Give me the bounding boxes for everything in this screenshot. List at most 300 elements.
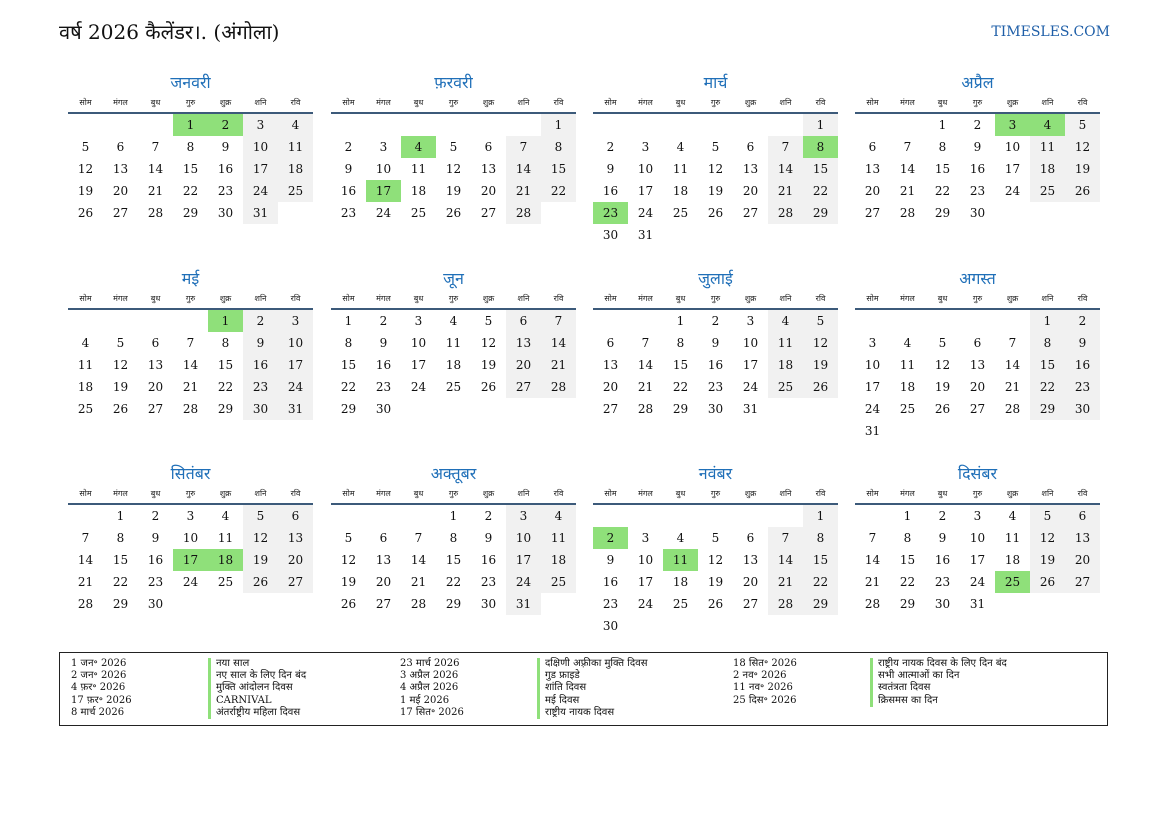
- month-name: अगस्त: [959, 269, 996, 288]
- day-cell: 26: [340, 597, 357, 611]
- day-cell: 20: [278, 549, 313, 571]
- month-name: अप्रैल: [961, 73, 994, 92]
- day-cell: 24: [375, 206, 392, 220]
- legend-name-column: [870, 658, 1007, 707]
- day-cell: 9: [711, 336, 720, 350]
- day-cell: 6: [484, 140, 493, 154]
- day-cell: 21: [1004, 380, 1021, 394]
- weekday-label: रवि: [1077, 294, 1088, 303]
- day-cell: 17: [1004, 162, 1021, 176]
- day-cell: 14: [506, 158, 541, 180]
- day-cell: 11: [77, 358, 94, 372]
- day-cell: 27: [742, 597, 759, 611]
- weekday-header: [593, 94, 838, 114]
- day-cell: 31: [864, 424, 881, 438]
- weekday-label: गुरु: [448, 489, 459, 498]
- legend-holiday-name: नया साल: [216, 658, 250, 669]
- day-cell: 17: [243, 158, 278, 180]
- weekday-header: [855, 94, 1100, 114]
- weekday-label: मंगल: [638, 294, 653, 303]
- day-cell: 6: [868, 140, 877, 154]
- day-cell: 9: [973, 140, 982, 154]
- empty-cell: [890, 114, 925, 136]
- day-cell: 22: [934, 184, 951, 198]
- day-cell: 12: [803, 332, 838, 354]
- day-cell: 11: [768, 332, 803, 354]
- holiday-day-cell: 11: [663, 549, 698, 571]
- legend-holiday-name: दक्षिणी अफ़्रीका मुक्ति दिवस: [545, 658, 648, 669]
- day-cell: 28: [147, 206, 164, 220]
- day-cell: 25: [768, 376, 803, 398]
- weekday-label: शुक्र: [219, 98, 232, 107]
- day-cell: 3: [868, 336, 877, 350]
- weekday-label: गुरु: [972, 294, 983, 303]
- day-cell: 13: [112, 162, 129, 176]
- day-cell: 15: [182, 162, 199, 176]
- holiday-day-cell: 18: [208, 549, 243, 571]
- day-cell: 11: [217, 531, 234, 545]
- empty-cell: [855, 310, 890, 332]
- weekday-label: रवि: [1077, 489, 1088, 498]
- empty-cell: [925, 310, 960, 332]
- legend-holiday-name: शांति दिवस: [545, 682, 587, 694]
- day-cell: 21: [182, 380, 199, 394]
- legend-holiday-name: मुक्ति आंदोलन दिवस: [216, 682, 293, 694]
- day-cell: 13: [969, 358, 986, 372]
- day-cell: 8: [938, 140, 947, 154]
- day-cell: 9: [344, 162, 353, 176]
- day-cell: 3: [506, 505, 541, 527]
- day-cell: 13: [480, 162, 497, 176]
- day-cell: 9: [243, 332, 278, 354]
- day-cell: 14: [864, 553, 881, 567]
- weekday-label: शनि: [779, 294, 792, 303]
- weekday-label: रवि: [1077, 98, 1088, 107]
- weekday-label: गुरु: [185, 489, 196, 498]
- day-cell: 14: [182, 358, 199, 372]
- day-cell: 22: [182, 184, 199, 198]
- empty-cell: [471, 114, 506, 136]
- day-cell: 14: [77, 553, 94, 567]
- empty-cell: [733, 505, 768, 527]
- day-cell: 19: [707, 575, 724, 589]
- day-cell: 8: [903, 531, 912, 545]
- day-cell: 2: [606, 140, 615, 154]
- day-cell: 20: [602, 380, 619, 394]
- day-cell: 1: [903, 509, 912, 523]
- day-cell: 27: [969, 402, 986, 416]
- day-cell: 27: [1065, 571, 1100, 593]
- day-cell: 27: [480, 206, 497, 220]
- legend-date: 18 सित॰ 2026: [733, 658, 797, 669]
- day-cell: 18: [410, 184, 427, 198]
- day-cell: 3: [746, 314, 755, 328]
- day-cell: 9: [379, 336, 388, 350]
- weekday-label: मंगल: [113, 294, 128, 303]
- day-cell: 29: [445, 597, 462, 611]
- day-cell: 13: [742, 553, 759, 567]
- day-cell: 16: [217, 162, 234, 176]
- empty-cell: [331, 505, 366, 527]
- weekday-label: बुध: [675, 294, 686, 303]
- holiday-day-cell: 25: [995, 571, 1030, 593]
- weekday-label: मंगल: [638, 98, 653, 107]
- empty-cell: [593, 505, 628, 527]
- day-cell: 12: [340, 553, 357, 567]
- legend-date-column: [733, 658, 868, 707]
- day-cell: 26: [77, 206, 94, 220]
- day-cell: 11: [445, 336, 462, 350]
- weekday-label: शुक्र: [744, 98, 757, 107]
- legend-holiday-name: नए साल के लिए दिन बंद: [216, 670, 307, 682]
- day-cell: 5: [711, 531, 720, 545]
- day-cell: 10: [182, 531, 199, 545]
- day-cell: 8: [449, 531, 458, 545]
- weekday-label: गुरु: [185, 294, 196, 303]
- day-cell: 11: [541, 527, 576, 549]
- month-name: जुलाई: [698, 269, 733, 288]
- weekday-label: सोम: [342, 98, 355, 107]
- day-cell: 12: [934, 358, 951, 372]
- month-block: [855, 72, 1100, 224]
- weekday-label: सोम: [866, 98, 879, 107]
- weekday-label: सोम: [79, 489, 92, 498]
- holiday-day-cell: 23: [593, 202, 628, 224]
- weekday-label: गुरु: [448, 98, 459, 107]
- day-cell: 30: [602, 619, 619, 633]
- day-cell: 29: [899, 597, 916, 611]
- day-cell: 2: [973, 118, 982, 132]
- day-grid: [593, 505, 838, 637]
- weekday-label: शनि: [517, 294, 530, 303]
- day-cell: 16: [375, 358, 392, 372]
- day-cell: 23: [243, 376, 278, 398]
- day-cell: 12: [1030, 527, 1065, 549]
- day-cell: 13: [1065, 527, 1100, 549]
- holiday-day-cell: 17: [366, 180, 401, 202]
- empty-cell: [628, 505, 663, 527]
- day-grid: [331, 114, 576, 224]
- day-cell: 17: [969, 553, 986, 567]
- day-cell: 23: [934, 575, 951, 589]
- day-cell: 30: [375, 402, 392, 416]
- day-cell: 11: [899, 358, 916, 372]
- weekday-header: [855, 290, 1100, 310]
- day-cell: 7: [81, 531, 90, 545]
- weekday-label: सोम: [866, 489, 879, 498]
- day-cell: 26: [112, 402, 129, 416]
- legend-date: 4 फ़र॰ 2026: [71, 682, 126, 694]
- weekday-label: सोम: [342, 489, 355, 498]
- weekday-header: [68, 290, 313, 310]
- day-cell: 14: [768, 549, 803, 571]
- day-cell: 18: [899, 380, 916, 394]
- legend-holiday-name: राष्ट्रीय नायक दिवस के लिए दिन बंद: [878, 658, 1007, 669]
- weekday-label: सोम: [342, 294, 355, 303]
- day-cell: 22: [899, 575, 916, 589]
- day-cell: 4: [81, 336, 90, 350]
- weekday-label: रवि: [290, 98, 301, 107]
- day-cell: 19: [707, 184, 724, 198]
- page-title: वर्ष 2026 कैलेंडर।. (अंगोला): [59, 20, 280, 44]
- weekday-label: मंगल: [376, 489, 391, 498]
- day-cell: 10: [278, 332, 313, 354]
- weekday-label: रवि: [290, 294, 301, 303]
- day-cell: 2: [711, 314, 720, 328]
- weekday-label: शुक्र: [219, 489, 232, 498]
- day-cell: 26: [243, 571, 278, 593]
- day-cell: 20: [1065, 549, 1100, 571]
- day-cell: 14: [410, 553, 427, 567]
- weekday-label: रवि: [553, 294, 564, 303]
- day-cell: 21: [864, 575, 881, 589]
- day-cell: 7: [186, 336, 195, 350]
- day-cell: 1: [541, 114, 576, 136]
- day-cell: 13: [864, 162, 881, 176]
- day-cell: 28: [768, 202, 803, 224]
- day-cell: 28: [182, 402, 199, 416]
- day-grid: [68, 114, 313, 224]
- day-cell: 6: [973, 336, 982, 350]
- day-cell: 20: [742, 184, 759, 198]
- day-cell: 16: [969, 162, 986, 176]
- weekday-label: सोम: [79, 294, 92, 303]
- weekday-label: बुध: [413, 98, 424, 107]
- day-cell: 31: [742, 402, 759, 416]
- day-cell: 6: [116, 140, 125, 154]
- day-cell: 25: [278, 180, 313, 202]
- day-cell: 20: [742, 575, 759, 589]
- empty-cell: [103, 310, 138, 332]
- day-cell: 4: [1008, 509, 1017, 523]
- day-cell: 28: [410, 597, 427, 611]
- month-name: मई: [181, 269, 200, 288]
- weekday-label: बुध: [150, 489, 161, 498]
- day-cell: 26: [934, 402, 951, 416]
- legend-name-column: [537, 658, 648, 719]
- day-cell: 26: [445, 206, 462, 220]
- weekday-label: रवि: [553, 489, 564, 498]
- day-cell: 26: [707, 597, 724, 611]
- weekday-label: शुक्र: [482, 294, 495, 303]
- day-cell: 10: [742, 336, 759, 350]
- day-cell: 8: [1030, 332, 1065, 354]
- empty-cell: [331, 114, 366, 136]
- legend-date: 4 अप्रैल 2026: [400, 682, 459, 694]
- day-cell: 17: [278, 354, 313, 376]
- day-grid: [855, 505, 1100, 615]
- weekday-header: [855, 485, 1100, 505]
- day-cell: 24: [637, 597, 654, 611]
- empty-cell: [663, 114, 698, 136]
- day-cell: 25: [217, 575, 234, 589]
- empty-cell: [366, 505, 401, 527]
- month-name: दिसंबर: [957, 464, 998, 483]
- day-cell: 22: [112, 575, 129, 589]
- day-cell: 5: [81, 140, 90, 154]
- weekday-label: गुरु: [972, 489, 983, 498]
- empty-cell: [995, 310, 1030, 332]
- day-cell: 1: [116, 509, 125, 523]
- day-cell: 15: [934, 162, 951, 176]
- day-cell: 12: [112, 358, 129, 372]
- day-cell: 14: [637, 358, 654, 372]
- day-cell: 25: [899, 402, 916, 416]
- day-cell: 8: [186, 140, 195, 154]
- day-cell: 15: [340, 358, 357, 372]
- day-cell: 6: [278, 505, 313, 527]
- weekday-label: शुक्र: [1006, 294, 1019, 303]
- empty-cell: [68, 114, 103, 136]
- empty-cell: [103, 114, 138, 136]
- day-cell: 29: [112, 597, 129, 611]
- day-cell: 26: [480, 380, 497, 394]
- day-cell: 23: [969, 184, 986, 198]
- day-cell: 18: [672, 575, 689, 589]
- empty-cell: [960, 310, 995, 332]
- day-cell: 16: [147, 553, 164, 567]
- day-cell: 6: [1065, 505, 1100, 527]
- day-cell: 7: [414, 531, 423, 545]
- day-cell: 21: [768, 180, 803, 202]
- day-cell: 4: [449, 314, 458, 328]
- weekday-header: [593, 485, 838, 505]
- day-cell: 7: [506, 136, 541, 158]
- day-cell: 2: [243, 310, 278, 332]
- day-cell: 5: [243, 505, 278, 527]
- day-cell: 16: [1065, 354, 1100, 376]
- day-cell: 13: [742, 162, 759, 176]
- month-name: अक्तूबर: [430, 464, 477, 483]
- day-cell: 9: [938, 531, 947, 545]
- weekday-label: गुरु: [710, 98, 721, 107]
- weekday-label: मंगल: [113, 98, 128, 107]
- day-cell: 22: [803, 180, 838, 202]
- day-cell: 30: [1065, 398, 1100, 420]
- day-cell: 22: [445, 575, 462, 589]
- day-grid: [68, 505, 313, 615]
- day-cell: 7: [541, 310, 576, 332]
- day-cell: 18: [541, 549, 576, 571]
- day-cell: 27: [602, 402, 619, 416]
- weekday-label: रवि: [815, 98, 826, 107]
- day-cell: 28: [864, 597, 881, 611]
- day-cell: 12: [445, 162, 462, 176]
- weekday-header: [331, 290, 576, 310]
- day-cell: 13: [278, 527, 313, 549]
- day-cell: 12: [243, 527, 278, 549]
- empty-cell: [698, 114, 733, 136]
- day-cell: 11: [1030, 136, 1065, 158]
- day-grid: [331, 310, 576, 420]
- weekday-label: शनि: [1041, 294, 1054, 303]
- day-cell: 2: [379, 314, 388, 328]
- day-cell: 18: [278, 158, 313, 180]
- day-cell: 29: [672, 402, 689, 416]
- legend-date: 17 फ़र॰ 2026: [71, 694, 132, 706]
- day-cell: 7: [1008, 336, 1017, 350]
- day-cell: 25: [672, 206, 689, 220]
- weekday-label: रवि: [815, 489, 826, 498]
- day-cell: 23: [147, 575, 164, 589]
- weekday-label: सोम: [604, 489, 617, 498]
- day-cell: 27: [506, 376, 541, 398]
- day-cell: 25: [672, 597, 689, 611]
- day-cell: 24: [742, 380, 759, 394]
- empty-cell: [173, 310, 208, 332]
- day-cell: 24: [637, 206, 654, 220]
- day-cell: 13: [147, 358, 164, 372]
- weekday-label: बुध: [937, 489, 948, 498]
- day-cell: 6: [746, 140, 755, 154]
- empty-cell: [855, 114, 890, 136]
- day-cell: 7: [641, 336, 650, 350]
- day-cell: 25: [77, 402, 94, 416]
- day-cell: 10: [375, 162, 392, 176]
- day-cell: 10: [1004, 140, 1021, 154]
- day-cell: 7: [768, 136, 803, 158]
- day-cell: 5: [1030, 505, 1065, 527]
- day-cell: 2: [484, 509, 493, 523]
- site-link[interactable]: TIMESLES.COM: [991, 24, 1110, 40]
- weekday-label: मंगल: [376, 294, 391, 303]
- day-cell: 16: [602, 184, 619, 198]
- day-cell: 4: [221, 509, 230, 523]
- day-cell: 14: [541, 332, 576, 354]
- day-cell: 3: [641, 140, 650, 154]
- month-block: [68, 463, 313, 615]
- day-cell: 12: [1065, 136, 1100, 158]
- day-cell: 20: [147, 380, 164, 394]
- day-cell: 7: [151, 140, 160, 154]
- month-block: [68, 72, 313, 224]
- weekday-label: गुरु: [185, 98, 196, 107]
- day-cell: 24: [506, 571, 541, 593]
- day-cell: 31: [637, 228, 654, 242]
- day-cell: 31: [506, 593, 541, 615]
- day-cell: 11: [410, 162, 427, 176]
- day-cell: 1: [344, 314, 353, 328]
- day-cell: 10: [637, 553, 654, 567]
- weekday-label: गुरु: [972, 98, 983, 107]
- day-cell: 29: [934, 206, 951, 220]
- day-cell: 3: [973, 509, 982, 523]
- day-cell: 3: [186, 509, 195, 523]
- legend-date: 2 जन॰ 2026: [71, 670, 127, 682]
- day-cell: 10: [864, 358, 881, 372]
- weekday-label: सोम: [604, 294, 617, 303]
- day-cell: 31: [243, 202, 278, 224]
- day-cell: 6: [506, 310, 541, 332]
- day-cell: 29: [217, 402, 234, 416]
- legend-date: 3 अप्रैल 2026: [400, 670, 459, 682]
- day-grid: [593, 310, 838, 420]
- month-name: मार्च: [703, 73, 728, 92]
- day-cell: 12: [77, 162, 94, 176]
- weekday-label: शनि: [779, 489, 792, 498]
- weekday-label: शुक्र: [219, 294, 232, 303]
- legend-date-column: [71, 658, 206, 719]
- day-cell: 3: [243, 114, 278, 136]
- day-cell: 30: [243, 398, 278, 420]
- weekday-label: गुरु: [710, 294, 721, 303]
- day-cell: 15: [112, 553, 129, 567]
- holiday-day-cell: 4: [1030, 114, 1065, 136]
- day-cell: 1: [676, 314, 685, 328]
- weekday-label: गुरु: [448, 294, 459, 303]
- weekday-label: शनि: [254, 98, 267, 107]
- day-cell: 6: [746, 531, 755, 545]
